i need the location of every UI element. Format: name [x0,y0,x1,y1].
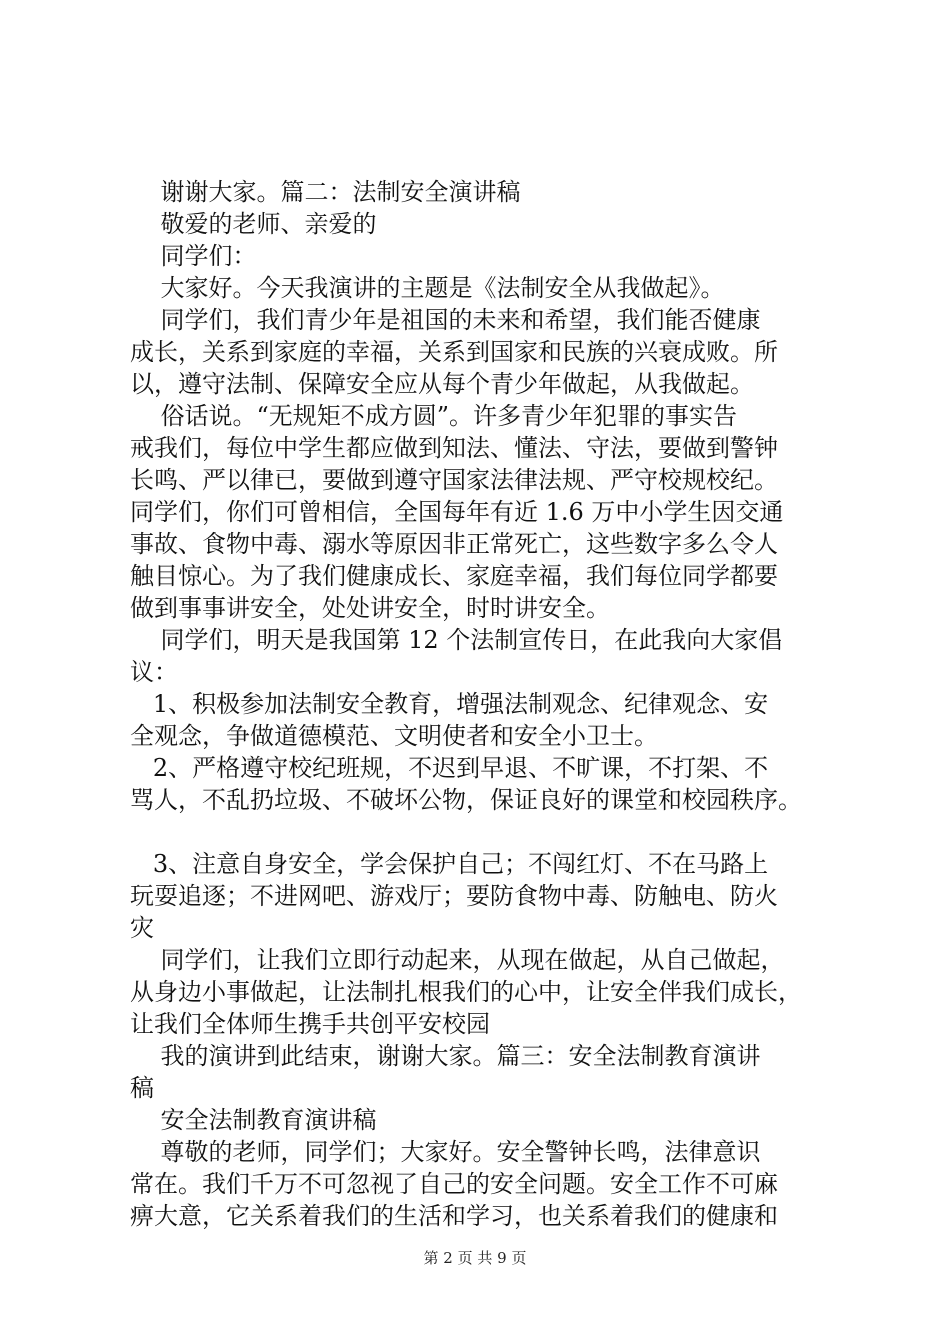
text-line: 我的演讲到此结束，谢谢大家。篇三：安全法制教育演讲 [130,1042,761,1070]
text-line: 同学们，明天是我国第 12 个法制宣传日，在此我向大家倡 [130,626,783,654]
text-line: 敬爱的老师、亲爱的 [130,210,377,238]
text-line: 大家好。今天我演讲的主题是《法制安全从我做起》。 [130,274,725,302]
text-line: 触目惊心。为了我们健康成长、家庭幸福，我们每位同学都要 [130,562,778,590]
text-line: 稿 [130,1074,154,1102]
text-line: 3、注意自身安全，学会保护自己；不闯红灯、不在马路上 [130,850,769,878]
text-line: 做到事事讲安全，处处讲安全，时时讲安全。 [130,594,610,622]
page-number-footer: 第 2 页 共 9 页 [423,1249,527,1267]
text-line: 痹大意，它关系着我们的生活和学习，也关系着我们的健康和 [130,1202,778,1230]
text-line: 常在。我们千万不可忽视了自己的安全问题。安全工作不可麻 [130,1170,778,1198]
text-line: 同学们，让我们立即行动起来，从现在做起，从自己做起， [130,946,785,974]
text-line: 成长，关系到家庭的幸福，关系到国家和民族的兴衰成败。所 [130,338,778,366]
text-line: 长鸣、严以律已，要做到遵守国家法律法规、严守校规校纪。 [130,466,778,494]
text-line: 同学们，你们可曾相信，全国每年有近 1.6 万中小学生因交通 [130,498,784,526]
text-line: 戒我们，每位中学生都应做到知法、懂法、守法，要做到警钟 [130,434,778,462]
text-line: 让我们全体师生携手共创平安校园 [130,1010,490,1038]
text-line: 谢谢大家。篇二：法制安全演讲稿 [130,178,521,206]
text-line: 同学们： [130,242,257,270]
text-line: 议： [130,658,178,686]
text-line: 全观念，争做道德模范、文明使者和安全小卫士。 [130,722,658,750]
text-line: 1、积极参加法制安全教育，增强法制观念、纪律观念、安 [130,690,769,718]
text-line: 俗话说。“无规矩不成方圆”。许多青少年犯罪的事实告 [130,402,738,430]
text-line: 灾 [130,914,154,942]
text-line: 玩耍追逐；不进网吧、游戏厅；要防食物中毒、防触电、防火 [130,882,778,910]
text-line: 同学们，我们青少年是祖国的未来和希望，我们能否健康 [130,306,761,334]
text-line: 以，遵守法制、保障安全应从每个青少年做起，从我做起。 [130,370,754,398]
text-line: 骂人，不乱扔垃圾、不破坏公物，保证良好的课堂和校园秩序。 [130,786,802,814]
text-line: 事故、食物中毒、溺水等原因非正常死亡，这些数字多么令人 [130,530,778,558]
text-line: 2、严格遵守校纪班规，不迟到早退、不旷课，不打架、不 [130,754,769,782]
text-line: 安全法制教育演讲稿 [130,1106,377,1134]
text-line: 从身边小事做起，让法制扎根我们的心中，让安全伴我们成长， [130,978,802,1006]
text-line: 尊敬的老师，同学们；大家好。安全警钟长鸣，法律意识 [130,1138,761,1166]
